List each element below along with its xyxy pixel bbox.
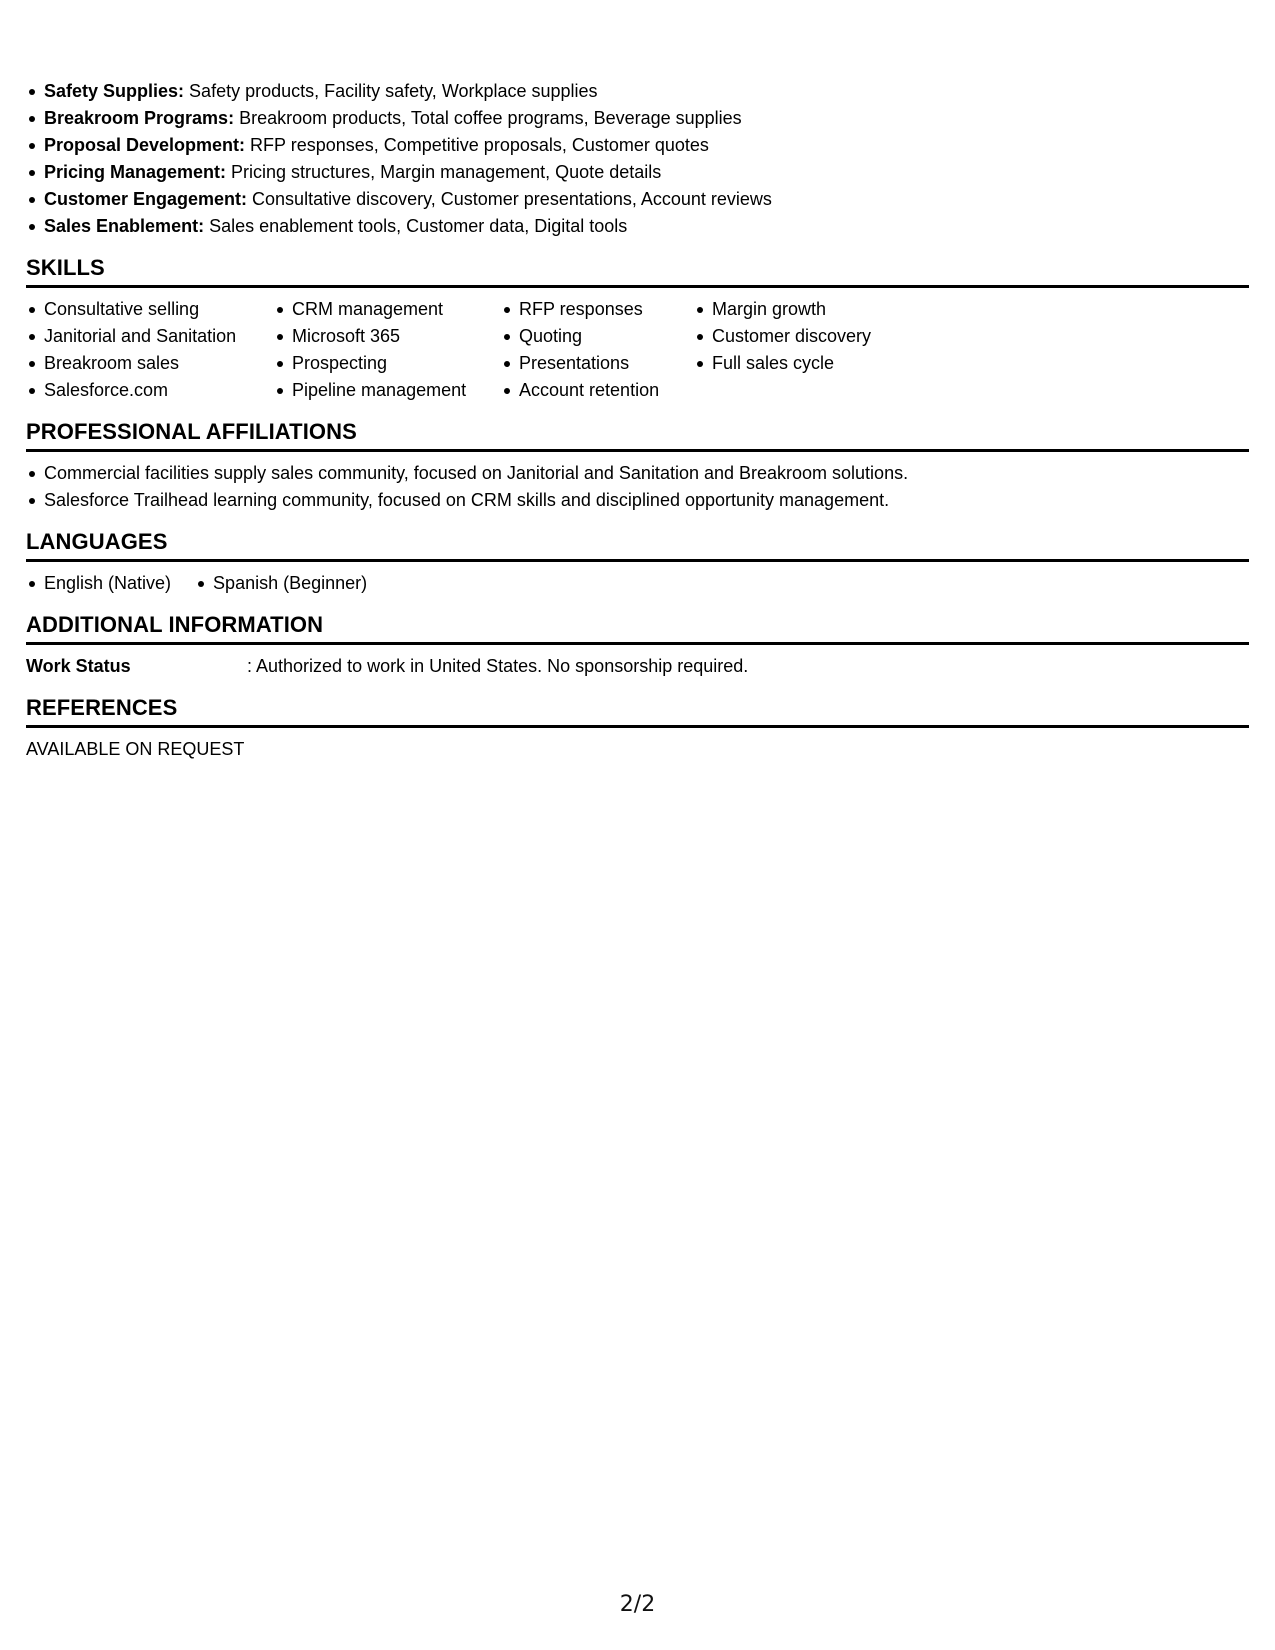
skill-item: Consultative selling [26, 296, 274, 323]
affiliation-item: Salesforce Trailhead learning community, focused on CRM skills and disciplined opportunity management. [26, 487, 1249, 514]
work-status-row [26, 653, 1249, 680]
references-heading: REFERENCES [26, 694, 1249, 728]
skill-item: Margin growth [694, 296, 914, 323]
list-item [26, 132, 1249, 159]
skill-item: Pipeline management [274, 377, 501, 404]
item-text: Sales enablement tools, Customer data, Digital tools [204, 216, 628, 236]
list-item [26, 159, 1249, 186]
skill-item: Janitorial and Sanitation [26, 323, 274, 350]
skills-heading: SKILLS [26, 254, 1249, 288]
skills-column [26, 296, 274, 404]
item-term: Safety Supplies: [44, 81, 185, 101]
skill-item: Quoting [501, 323, 694, 350]
skill-item: CRM management [274, 296, 501, 323]
language-item: English (Native) [26, 570, 171, 597]
languages-list [26, 570, 1249, 597]
work-status-label: Work Status [26, 656, 131, 676]
skill-item: Microsoft 365 [274, 323, 501, 350]
page-number: 2/2 [619, 1592, 656, 1617]
list-item [26, 78, 1249, 105]
skill-item: Breakroom sales [26, 350, 274, 377]
skills-column [694, 296, 914, 404]
affiliations-heading: PROFESSIONAL AFFILIATIONS [26, 418, 1249, 452]
skill-item: Full sales cycle [694, 350, 914, 377]
item-term: Pricing Management: [44, 162, 227, 182]
affiliations-list [26, 460, 1249, 514]
skill-item: Prospecting [274, 350, 501, 377]
skill-item: Customer discovery [694, 323, 914, 350]
item-text: RFP responses, Competitive proposals, Customer quotes [245, 135, 709, 155]
item-term: Breakroom Programs: [44, 108, 235, 128]
skills-column [501, 296, 694, 404]
list-item [26, 186, 1249, 213]
item-term: Sales Enablement: [44, 216, 205, 236]
item-text: Breakroom products, Total coffee programs, Beverage supplies [234, 108, 742, 128]
list-item [26, 213, 1249, 240]
skill-item: Presentations [501, 350, 694, 377]
item-text: Safety products, Facility safety, Workplace supplies [184, 81, 598, 101]
language-item: Spanish (Beginner) [195, 570, 367, 597]
skills-column [274, 296, 501, 404]
skill-item: RFP responses [501, 296, 694, 323]
additional-info-heading: ADDITIONAL INFORMATION [26, 611, 1249, 645]
affiliation-item: Commercial facilities supply sales community, focused on Janitorial and Sanitation and Breakroom solutions. [26, 460, 1249, 487]
languages-heading: LANGUAGES [26, 528, 1249, 562]
expertise-list [26, 78, 1249, 240]
item-text: Pricing structures, Margin management, Quote details [226, 162, 662, 182]
skill-item: Account retention [501, 377, 694, 404]
references-text: AVAILABLE ON REQUEST [26, 739, 245, 759]
list-item [26, 105, 1249, 132]
work-status-value: : Authorized to work in United States. No sponsorship required. [247, 656, 749, 676]
skills-grid [26, 296, 1249, 404]
skill-item: Salesforce.com [26, 377, 274, 404]
item-term: Customer Engagement: [44, 189, 248, 209]
item-text: Consultative discovery, Customer presentations, Account reviews [247, 189, 772, 209]
resume-page [26, 78, 1249, 763]
item-term: Proposal Development: [44, 135, 246, 155]
